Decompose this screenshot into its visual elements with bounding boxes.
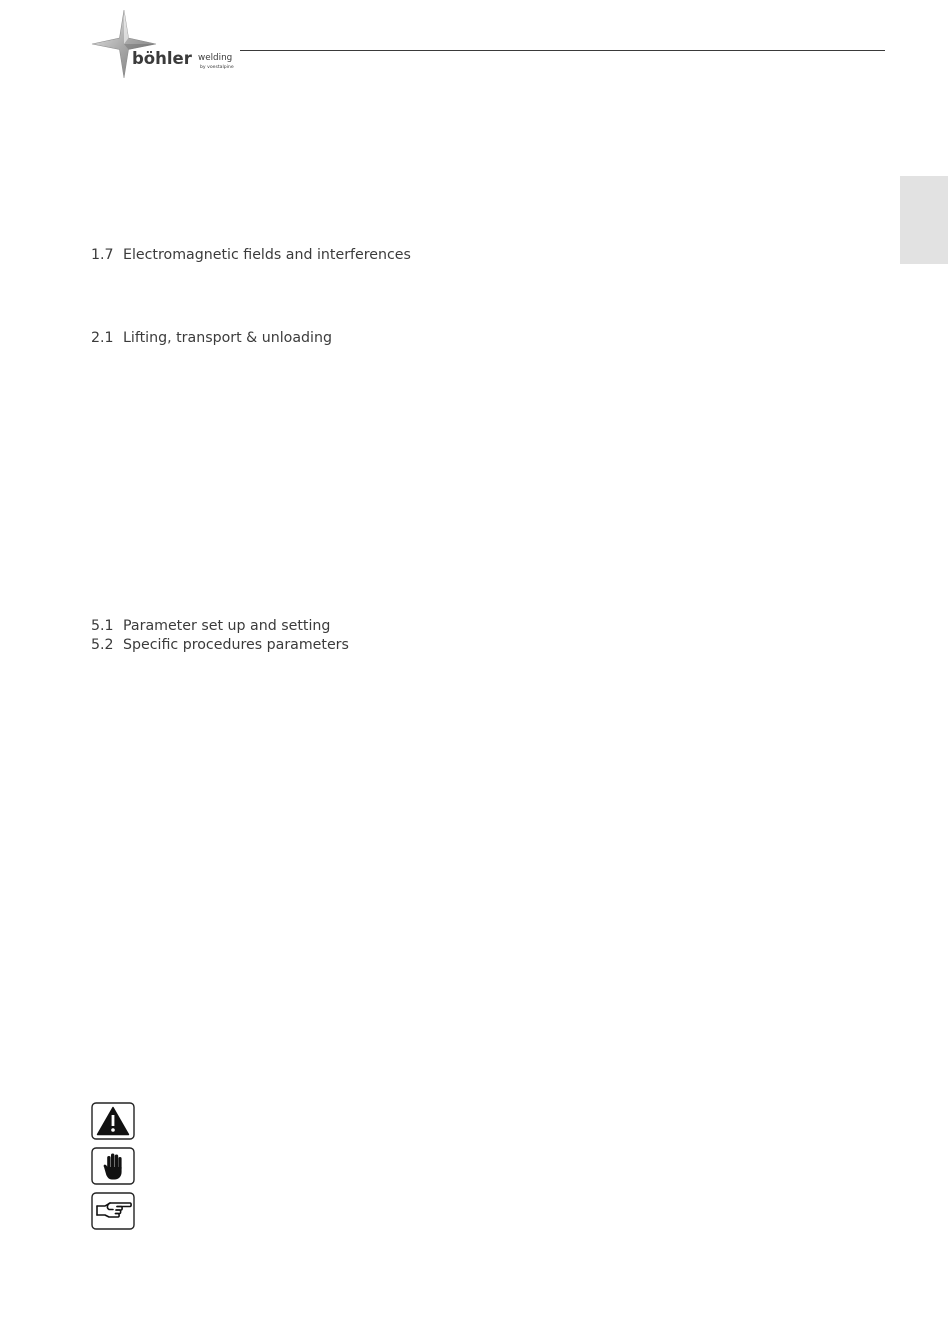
toc-item-number: 5.2	[91, 637, 114, 653]
language-side-tab	[900, 176, 948, 264]
toc-item-title: Specific procedures parameters	[123, 637, 349, 653]
brand-tagline: by voestalpine	[200, 65, 234, 70]
toc-item-title: Parameter set up and setting	[123, 618, 331, 634]
brand-welding: welding	[198, 53, 233, 63]
toc-item[interactable]	[91, 617, 330, 636]
bohler-welding-logo	[90, 8, 244, 80]
toc-item-title: Electromagnetic fields and interferences	[123, 247, 411, 263]
toc-item[interactable]	[91, 636, 349, 655]
pointing-hand-icon	[91, 1192, 135, 1230]
brand-name: böhler	[132, 49, 192, 68]
toc-item[interactable]	[91, 329, 332, 348]
toc-item-number: 5.1	[91, 618, 114, 634]
stop-hand-icon	[91, 1147, 135, 1185]
toc-item[interactable]	[91, 246, 411, 265]
toc-item-number: 2.1	[91, 330, 114, 346]
warning-triangle-icon	[91, 1102, 135, 1140]
header-rule	[240, 50, 885, 51]
toc-item-number: 1.7	[91, 247, 114, 263]
toc-item-title: Lifting, transport & unloading	[123, 330, 332, 346]
